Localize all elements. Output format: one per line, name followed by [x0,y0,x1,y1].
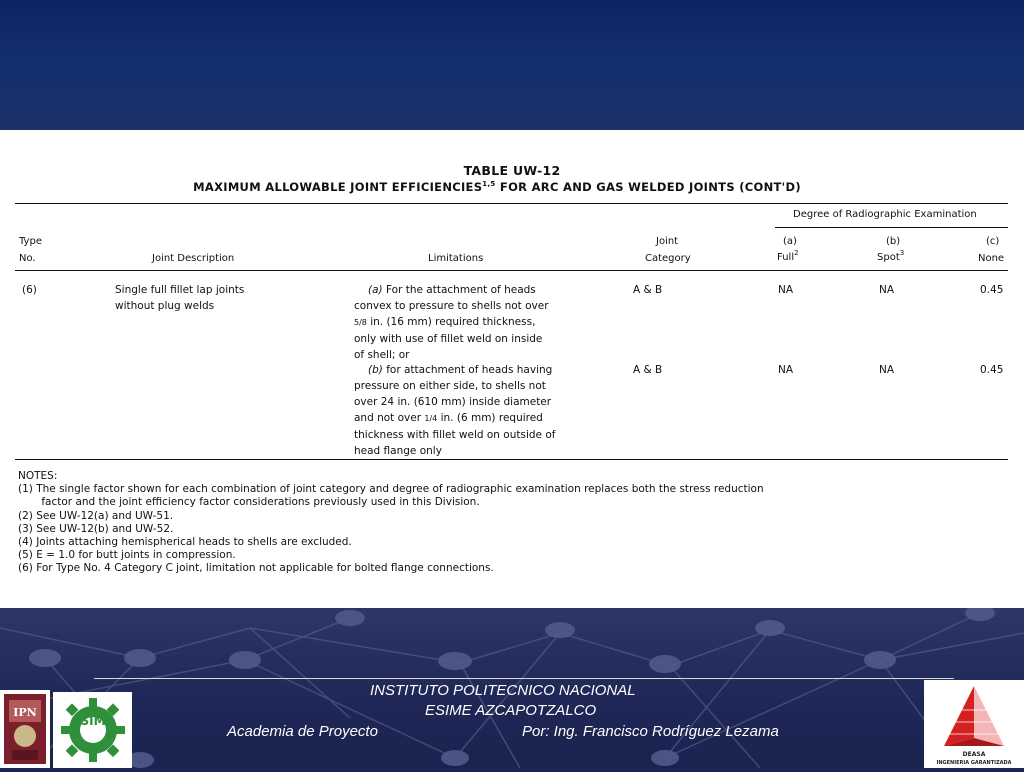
footer-institute: INSTITUTO POLITECNICO NACIONAL [370,682,636,699]
row-description [115,282,244,314]
limitation-a-line: of shell; or [354,349,410,361]
limitation-b-tag: (b) [368,364,383,376]
ipn-logo-graphic [0,690,50,768]
row-a-none: 0.45 [980,284,1004,296]
footer-academy: Academia de Proyecto [227,723,378,740]
header-spot-line1: (b) [886,236,901,247]
row-description-line: Single full fillet lap joints [115,284,245,296]
limitation-b [354,362,584,459]
limitation-b-line: pressure on either side, to shells not [354,380,546,392]
row-a-category: A & B [633,284,663,296]
limitation-a-line: only with use of fillet weld on inside [354,333,543,345]
header-none-line2: None [978,253,1005,264]
ipn-logo [0,690,50,768]
row-type-no: (6) [22,284,37,296]
row-a-spot: NA [879,284,895,296]
footer-divider [94,678,954,679]
row-b-full: NA [778,364,794,376]
limitation-b-line: head flange only [354,445,442,457]
table-bottom-rule [15,459,1008,460]
deasa-logo-graphic [924,680,1024,768]
header-joint-line1: Joint [656,236,679,247]
header-type-line1: Type [19,236,42,247]
row-description-line: without plug welds [115,300,215,312]
limitation-a-line: in. (16 mm) required thickness, [366,316,536,328]
esime-logo [53,692,132,768]
limitation-b-line: over 24 in. (610 mm) inside diameter [354,396,552,408]
header-category-line2: Category [645,253,691,264]
deasa-logo-tagline: INGENIERIA GARANTIZADA [936,760,1012,766]
deasa-logo [924,680,1024,768]
header-none-line1: (c) [986,236,1000,247]
note-line: (5) E = 1.0 for butt joints in compression. [18,549,236,562]
note-line: factor and the joint efficiency factor considerations previously used in this Division. [18,496,480,509]
limitation-b-line: and not over [354,412,425,424]
group-header: Degree of Radiographic Examination [793,209,977,220]
limitation-b-line: in. (6 mm) required [437,412,543,424]
note-line: (1) The single factor shown for each combination of joint category and degree of radiographic examination replaces both the stress reduction [18,483,764,496]
limitation-a-line: convex to pressure to shells not over [354,300,549,312]
note-line: (4) Joints attaching hemispherical heads to shells are excluded. [18,536,352,549]
deasa-logo-name: DEASA [962,751,986,758]
limitation-b-fraction: 1/4 [424,414,438,423]
note-line: (3) See UW-12(b) and UW-52. [18,522,174,535]
limitation-a-line: For the attachment of heads [382,284,536,296]
header-full-line1: (a) [783,236,797,247]
limitation-b-line: thickness with fillet weld on outside of [354,429,556,441]
ipn-logo-text: IPN [13,706,37,719]
footer-school: ESIME AZCAPOTZALCO [425,702,597,719]
note-line: (6) For Type No. 4 Category C joint, limitation not applicable for bolted flange connections. [18,562,494,575]
notes-block [18,470,764,576]
header-joint-description: Joint Description [152,253,235,264]
table-subtitle: MAXIMUM ALLOWABLE JOINT EFFICIENCIES$^{1,5}$ FOR ARC AND GAS WELDED JOINTS (CONT'D) [193,180,801,194]
table-top-rule [15,203,1008,204]
header-full-line2: Full$^2$ [777,249,799,263]
limitation-b-line: for attachment of heads having [382,364,553,376]
row-b-spot: NA [879,364,895,376]
limitation-a-tag: (a) [368,284,383,296]
table-title: TABLE UW-12 [463,163,561,178]
row-b-none: 0.45 [980,364,1004,376]
limitation-a-fraction: 5/8 [354,318,367,327]
note-line: (2) See UW-12(a) and UW-51. [18,509,174,522]
row-b-category: A & B [633,364,663,376]
esime-logo-text: ESIME [72,714,114,728]
slide-content [0,130,1024,608]
notes-title: NOTES: [18,470,58,482]
header-type-line2: No. [19,253,36,264]
group-header-rule [775,227,1008,228]
footer-author: Por: Ing. Francisco Rodríguez Lezama [522,723,779,740]
header-limitations: Limitations [428,253,484,264]
header-spot-line2: Spot$^3$ [877,249,905,263]
limitation-a [354,282,584,363]
header-bottom-rule [15,270,1008,271]
esime-logo-graphic [53,692,132,768]
header-band [0,0,1024,130]
row-a-full: NA [778,284,794,296]
